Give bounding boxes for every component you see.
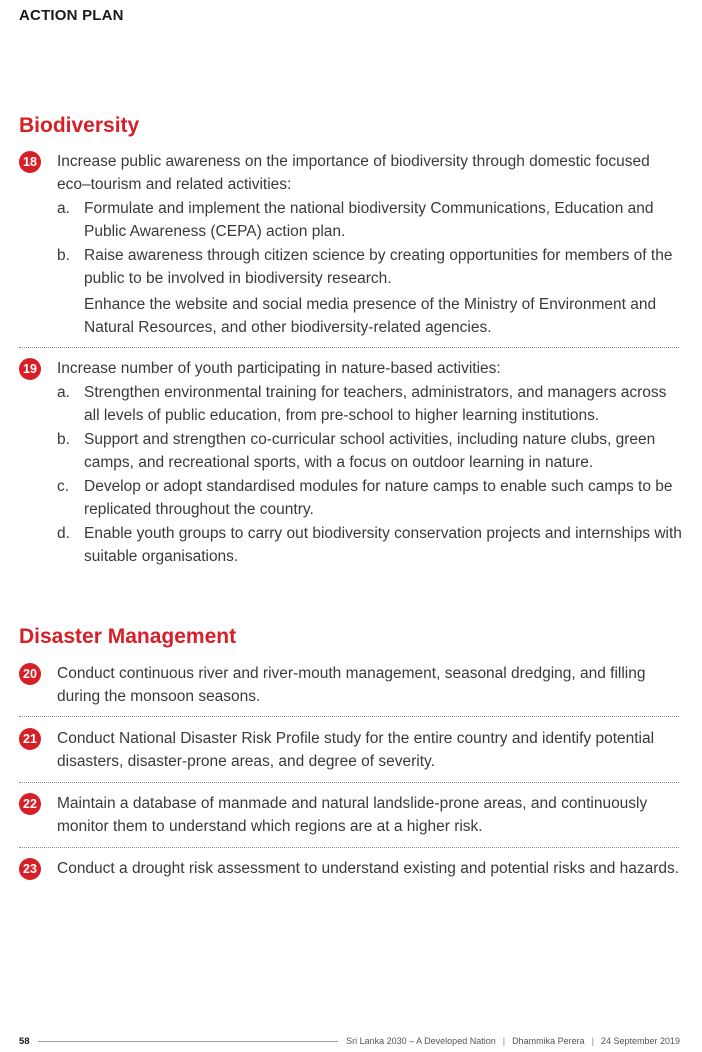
item-text: Conduct continuous river and river-mouth management, seasonal dredging, and filling during the monsoon seasons. — [57, 665, 646, 705]
action-item-22 — [19, 792, 683, 838]
sub-item-text: Formulate and implement the national biodiversity Communications, Education and Public Awareness (CEPA) action plan. — [84, 200, 654, 240]
sub-item-text: Support and strengthen co-curricular school activities, including nature clubs, green camps, and recreational sports, with a focus on outdoor learning in nature. — [84, 431, 656, 471]
footer-separator: | — [502, 1036, 506, 1046]
sub-item-letter: b. — [57, 247, 70, 264]
sub-item-letter: a. — [57, 200, 70, 217]
item-number-badge: 22 — [19, 793, 41, 815]
sub-item-text: Enable youth groups to carry out biodiversity conservation projects and internships with suitable organisations. — [84, 525, 682, 565]
sub-item-text: Strengthen environmental training for teachers, administrators, and managers across all levels of public education, from pre-school to higher learning institutions. — [84, 384, 667, 424]
footer-publication: Sri Lanka 2030 – A Developed Nation — [346, 1036, 496, 1046]
item-text: Conduct a drought risk assessment to understand existing and potential risks and hazards. — [57, 860, 680, 877]
action-item-21 — [19, 727, 683, 773]
item-number-badge: 20 — [19, 663, 41, 685]
sub-item-letter: c. — [57, 478, 70, 495]
sub-item-note: Enhance the website and social media presence of the Ministry of Environment and Natural Resources, and other biodiversity-related agencies. — [84, 296, 657, 336]
footer-author: Dhammika Perera — [512, 1036, 585, 1046]
sub-item — [57, 522, 683, 568]
dotted-divider — [19, 782, 679, 783]
item-number-badge: 18 — [19, 151, 41, 173]
section-title-biodiversity: Biodiversity — [19, 114, 140, 137]
sub-item-letter: b. — [57, 431, 70, 448]
sub-item-letter: a. — [57, 384, 70, 401]
section-title-disaster-management: Disaster Management — [19, 625, 237, 648]
item-text: Increase number of youth participating in nature-based activities: — [57, 360, 501, 377]
page-header: ACTION PLAN — [19, 7, 124, 24]
item-text: Increase public awareness on the importance of biodiversity through domestic focused eco–tourism and related activities: — [57, 153, 650, 193]
dotted-divider — [19, 347, 679, 348]
item-number-badge: 23 — [19, 858, 41, 880]
sub-item — [57, 475, 683, 521]
footer-date: 24 September 2019 — [600, 1036, 680, 1046]
dotted-divider — [19, 847, 679, 848]
sub-item-text: Develop or adopt standardised modules for nature camps to enable such camps to be replicated throughout the country. — [84, 478, 673, 518]
action-item-23 — [19, 857, 683, 880]
item-text: Conduct National Disaster Risk Profile study for the entire country and identify potential disasters, disaster-prone areas, and degree of severity. — [57, 730, 655, 770]
sub-item-text: Raise awareness through citizen science by creating opportunities for members of the public to be involved in biodiversity research. — [84, 247, 673, 287]
sub-item-letter: d. — [57, 525, 70, 542]
action-item-18 — [19, 150, 683, 339]
action-item-19 — [19, 357, 683, 568]
page-footer — [19, 1034, 680, 1048]
dotted-divider — [19, 716, 679, 717]
sub-item — [57, 428, 683, 474]
page-number: 58 — [19, 1035, 30, 1047]
item-number-badge: 21 — [19, 728, 41, 750]
sub-item — [57, 381, 683, 427]
footer-rule — [38, 1041, 339, 1042]
sub-item — [57, 244, 683, 290]
footer-separator: | — [591, 1036, 594, 1046]
action-item-20 — [19, 662, 683, 708]
item-text: Maintain a database of manmade and natural landslide-prone areas, and continuously monitor them to understand which regions are at a higher risk. — [57, 795, 648, 835]
sub-item — [57, 197, 683, 243]
item-number-badge: 19 — [19, 358, 41, 380]
